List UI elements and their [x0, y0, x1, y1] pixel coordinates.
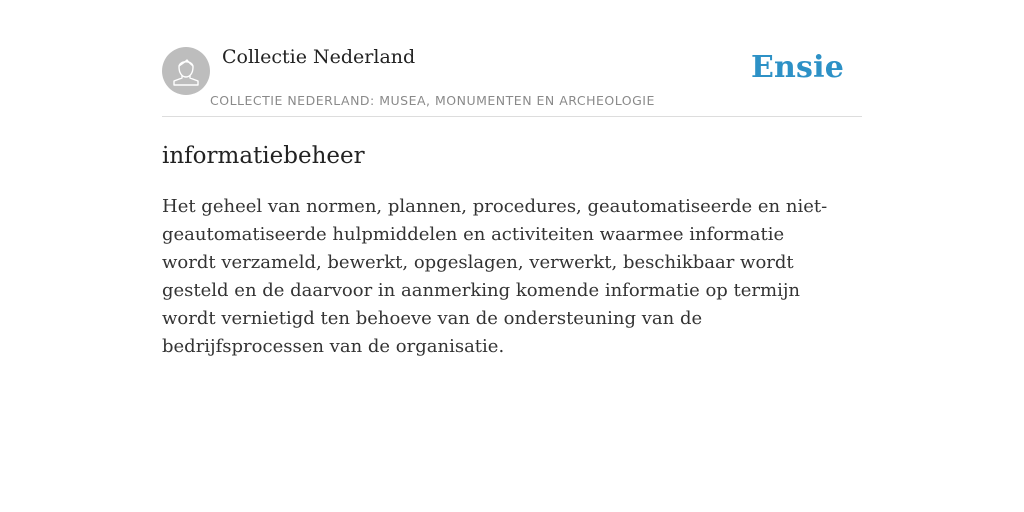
card-header — [162, 40, 862, 117]
ensie-logo[interactable]: Ensie — [750, 50, 844, 85]
source-label[interactable]: COLLECTIE NEDERLAND: MUSEA, MONUMENTEN EN ARCHEOLOGIE — [210, 93, 655, 108]
definition-text: Het geheel van normen, plannen, procedures, geautomatiseerde en niet-geautomatiseerde hulpmiddelen en activiteiten waarmee informatie wordt verzameld, bewerkt, opgeslagen, verwerkt, beschikbaar wordt gesteld en de daarvoor in aanmerking komende informatie op termijn wordt vernietigd ten behoeve van de ondersteuning van de bedrijfsprocessen van de organisatie. — [162, 196, 828, 357]
author-name[interactable]: Collectie Nederland — [222, 46, 416, 68]
term-title: informatiebeheer — [162, 143, 365, 169]
user-silhouette-icon — [162, 47, 210, 95]
definition-card — [162, 40, 862, 361]
author-avatar[interactable] — [162, 47, 210, 95]
